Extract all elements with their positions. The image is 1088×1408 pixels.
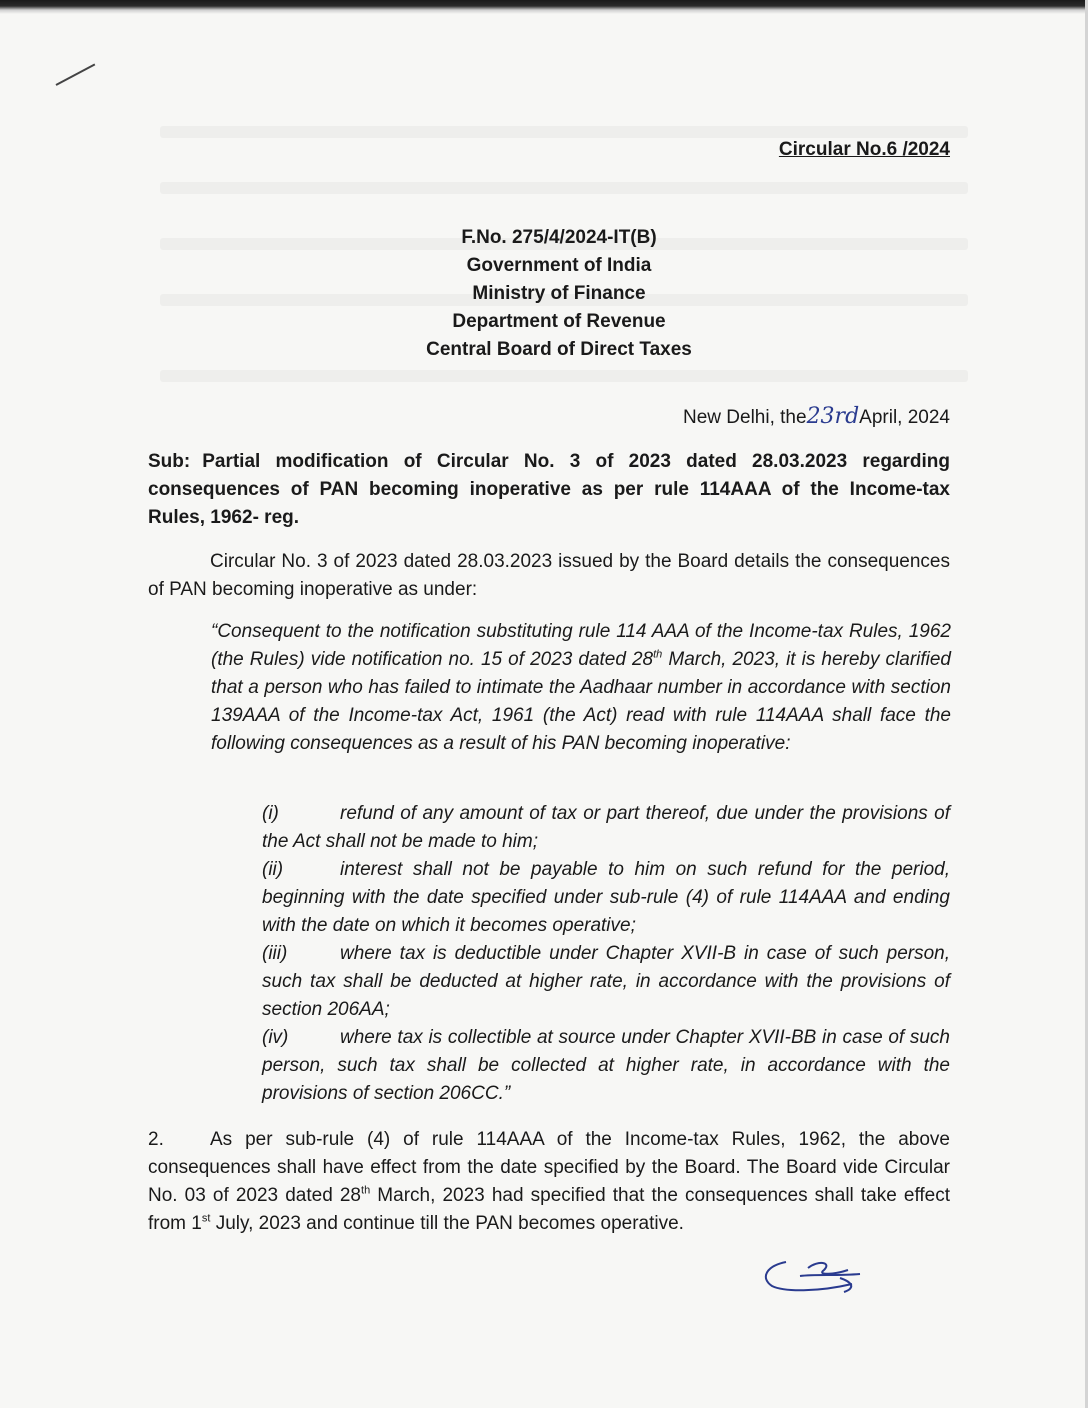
consequences-list — [262, 800, 950, 1108]
para2-text-b: March, 2023 had specified that the consequences shall take effect from 1 — [148, 1185, 950, 1234]
list-item — [262, 940, 950, 1024]
bleed-through — [160, 370, 968, 382]
subject-label: Sub: — [148, 451, 191, 472]
para2-sup-2: st — [201, 1212, 211, 1225]
list-item — [262, 856, 950, 940]
list-item — [262, 1024, 950, 1108]
para2-text-c: July, 2023 and continue till the PAN becomes operative. — [210, 1213, 684, 1234]
paragraph-number: 2. — [148, 1129, 164, 1150]
quote-sup: th — [653, 648, 663, 661]
scan-edge-top — [0, 0, 1088, 14]
item-text: refund of any amount of tax or part thereof, due under the provisions of the Act shall not be made to him; — [262, 803, 950, 852]
file-number: F.No. 275/4/2024-IT(B) — [461, 227, 657, 248]
quote-part-2: March, 2023, it is hereby clarified that a person who has failed to intimate the Aadhaar number in accordance with section 139AAA of the Income-tax Act, 1961 (the Act) read with rule 114AAA shall face the following consequences as a result of his PAN becoming inoperative: — [211, 649, 952, 754]
department-name: Department of Revenue — [452, 311, 666, 332]
signature-initials — [756, 1252, 876, 1298]
date-suffix: April, 2024 — [859, 407, 950, 428]
intro-paragraph: Circular No. 3 of 2023 dated 28.03.2023 issued by the Board details the consequences of PAN becoming inoperative as under: — [148, 551, 950, 600]
ministry-name: Ministry of Finance — [472, 283, 646, 304]
item-number: (iv) — [262, 1027, 289, 1048]
handwritten-day: 23rd — [806, 404, 860, 429]
letterhead — [0, 224, 1088, 364]
bleed-through — [160, 182, 968, 194]
para2-text-a: As per sub-rule (4) of rule 114AAA of the Income-tax Rules, 1962, the above consequences shall have effect from the date specified by the Board. The Board vide Circular No. 03 of 2023 dated 28 — [148, 1129, 950, 1206]
quote-part-1: “Consequent to the notification substituting rule 114 AAA of the Income-tax Rules, 1962 (the Rules) vide notification no. 15 of 2023 dated 28 — [211, 621, 951, 670]
circular-number: Circular No.6 /2024 — [778, 139, 950, 160]
date-line — [683, 404, 950, 429]
bleed-through — [160, 126, 968, 138]
item-text: where tax is deductible under Chapter XVII-B in case of such person, such tax shall be deducted at higher rate, in accordance with the provisions of section 206AA; — [262, 943, 950, 1020]
subject — [148, 448, 950, 532]
item-number: (i) — [262, 803, 279, 824]
quoted-circular — [211, 618, 951, 758]
subject-text: Partial modification of Circular No. 3 of 2023 dated 28.03.2023 regarding consequences of PAN becoming inoperative as per rule 114AAA of the Income-tax Rules, 1962- reg. — [148, 451, 950, 528]
item-text: where tax is collectible at source under Chapter XVII-BB in case of such person, such tax shall be collected at higher rate, in accordance with the provisions of section 206CC.” — [262, 1027, 950, 1104]
board-name: Central Board of Direct Taxes — [426, 339, 692, 360]
date-prefix: New Delhi, the — [683, 407, 807, 428]
paragraph-2 — [148, 1126, 950, 1238]
item-number: (ii) — [262, 859, 284, 880]
government-name: Government of India — [466, 255, 652, 276]
list-item — [262, 800, 950, 856]
scan-pen-mark — [56, 63, 96, 85]
para2-sup-1: th — [361, 1184, 371, 1197]
item-text: interest shall not be payable to him on such refund for the period, beginning with the date specified under sub-rule (4) of rule 114AAA and ending with the date on which it becomes operative; — [262, 859, 950, 936]
item-number: (iii) — [262, 943, 288, 964]
